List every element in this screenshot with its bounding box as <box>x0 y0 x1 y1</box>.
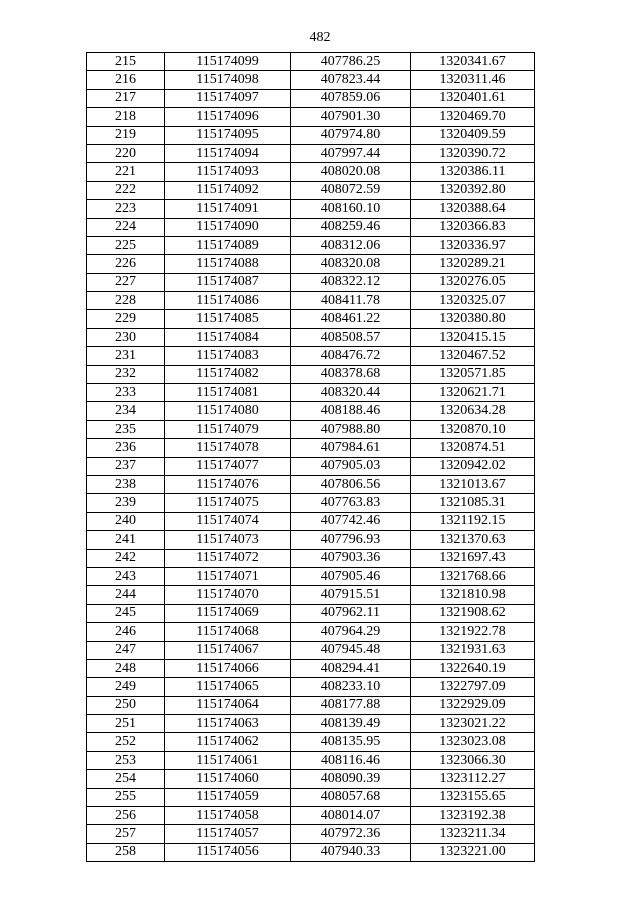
y-coordinate-cell: 1321931.63 <box>411 641 535 659</box>
x-coordinate-cell: 408135.95 <box>291 733 411 751</box>
x-coordinate-cell: 407742.46 <box>291 512 411 530</box>
table-row <box>87 715 535 733</box>
row-index-cell: 237 <box>87 457 165 475</box>
x-coordinate-cell: 407859.06 <box>291 89 411 107</box>
code-cell: 115174070 <box>165 586 291 604</box>
table-row <box>87 494 535 512</box>
y-coordinate-cell: 1320870.10 <box>411 420 535 438</box>
y-coordinate-cell: 1323211.34 <box>411 825 535 843</box>
x-coordinate-cell: 407962.11 <box>291 604 411 622</box>
y-coordinate-cell: 1320409.59 <box>411 126 535 144</box>
x-coordinate-cell: 408320.44 <box>291 384 411 402</box>
y-coordinate-cell: 1323021.22 <box>411 715 535 733</box>
code-cell: 115174064 <box>165 696 291 714</box>
y-coordinate-cell: 1320380.80 <box>411 310 535 328</box>
x-coordinate-cell: 408057.68 <box>291 788 411 806</box>
row-index-cell: 249 <box>87 678 165 696</box>
code-cell: 115174096 <box>165 108 291 126</box>
y-coordinate-cell: 1321085.31 <box>411 494 535 512</box>
row-index-cell: 218 <box>87 108 165 126</box>
table-row <box>87 108 535 126</box>
x-coordinate-cell: 407964.29 <box>291 623 411 641</box>
code-cell: 115174081 <box>165 384 291 402</box>
y-coordinate-cell: 1321810.98 <box>411 586 535 604</box>
row-index-cell: 222 <box>87 181 165 199</box>
code-cell: 115174074 <box>165 512 291 530</box>
table-row <box>87 678 535 696</box>
row-index-cell: 234 <box>87 402 165 420</box>
row-index-cell: 236 <box>87 439 165 457</box>
code-cell: 115174093 <box>165 163 291 181</box>
table-row <box>87 200 535 218</box>
row-index-cell: 248 <box>87 659 165 677</box>
code-cell: 115174066 <box>165 659 291 677</box>
code-cell: 115174083 <box>165 347 291 365</box>
table-row <box>87 89 535 107</box>
table-row <box>87 310 535 328</box>
table-row <box>87 641 535 659</box>
x-coordinate-cell: 408476.72 <box>291 347 411 365</box>
table-row <box>87 825 535 843</box>
table-row <box>87 512 535 530</box>
x-coordinate-cell: 407997.44 <box>291 144 411 162</box>
x-coordinate-cell: 407945.48 <box>291 641 411 659</box>
y-coordinate-cell: 1320942.02 <box>411 457 535 475</box>
row-index-cell: 245 <box>87 604 165 622</box>
y-coordinate-cell: 1320386.11 <box>411 163 535 181</box>
y-coordinate-cell: 1321013.67 <box>411 475 535 493</box>
table-row <box>87 365 535 383</box>
row-index-cell: 223 <box>87 200 165 218</box>
y-coordinate-cell: 1321697.43 <box>411 549 535 567</box>
code-cell: 115174099 <box>165 53 291 71</box>
code-cell: 115174094 <box>165 144 291 162</box>
y-coordinate-cell: 1321768.66 <box>411 567 535 585</box>
y-coordinate-cell: 1320390.72 <box>411 144 535 162</box>
y-coordinate-cell: 1323192.38 <box>411 807 535 825</box>
row-index-cell: 233 <box>87 384 165 402</box>
x-coordinate-cell: 407903.36 <box>291 549 411 567</box>
y-coordinate-cell: 1320621.71 <box>411 384 535 402</box>
row-index-cell: 250 <box>87 696 165 714</box>
row-index-cell: 224 <box>87 218 165 236</box>
code-cell: 115174082 <box>165 365 291 383</box>
x-coordinate-cell: 408233.10 <box>291 678 411 696</box>
y-coordinate-cell: 1320415.15 <box>411 328 535 346</box>
table-row <box>87 623 535 641</box>
table-row <box>87 439 535 457</box>
code-cell: 115174086 <box>165 292 291 310</box>
row-index-cell: 256 <box>87 807 165 825</box>
x-coordinate-cell: 408294.41 <box>291 659 411 677</box>
y-coordinate-cell: 1321908.62 <box>411 604 535 622</box>
row-index-cell: 228 <box>87 292 165 310</box>
x-coordinate-cell: 408072.59 <box>291 181 411 199</box>
y-coordinate-cell: 1322640.19 <box>411 659 535 677</box>
x-coordinate-cell: 408090.39 <box>291 770 411 788</box>
x-coordinate-cell: 407763.83 <box>291 494 411 512</box>
row-index-cell: 232 <box>87 365 165 383</box>
table-row <box>87 255 535 273</box>
page-number: 482 <box>309 30 331 45</box>
y-coordinate-cell: 1322797.09 <box>411 678 535 696</box>
x-coordinate-cell: 408139.49 <box>291 715 411 733</box>
x-coordinate-cell: 407905.03 <box>291 457 411 475</box>
code-cell: 115174072 <box>165 549 291 567</box>
y-coordinate-cell: 1320366.83 <box>411 218 535 236</box>
x-coordinate-cell: 407915.51 <box>291 586 411 604</box>
table-row <box>87 457 535 475</box>
x-coordinate-cell: 408014.07 <box>291 807 411 825</box>
y-coordinate-cell: 1323155.65 <box>411 788 535 806</box>
y-coordinate-cell: 1320634.28 <box>411 402 535 420</box>
x-coordinate-cell: 408378.68 <box>291 365 411 383</box>
table-row <box>87 236 535 254</box>
table-row <box>87 126 535 144</box>
row-index-cell: 240 <box>87 512 165 530</box>
table-row <box>87 788 535 806</box>
table-row <box>87 402 535 420</box>
row-index-cell: 252 <box>87 733 165 751</box>
code-cell: 115174091 <box>165 200 291 218</box>
table-row <box>87 549 535 567</box>
x-coordinate-cell: 407984.61 <box>291 439 411 457</box>
code-cell: 115174059 <box>165 788 291 806</box>
row-index-cell: 226 <box>87 255 165 273</box>
table-row <box>87 420 535 438</box>
table-row <box>87 659 535 677</box>
y-coordinate-cell: 1321370.63 <box>411 531 535 549</box>
x-coordinate-cell: 408259.46 <box>291 218 411 236</box>
x-coordinate-cell: 408411.78 <box>291 292 411 310</box>
code-cell: 115174068 <box>165 623 291 641</box>
row-index-cell: 221 <box>87 163 165 181</box>
row-index-cell: 227 <box>87 273 165 291</box>
table-row <box>87 144 535 162</box>
row-index-cell: 241 <box>87 531 165 549</box>
x-coordinate-cell: 407901.30 <box>291 108 411 126</box>
x-coordinate-cell: 408322.12 <box>291 273 411 291</box>
code-cell: 115174076 <box>165 475 291 493</box>
table-row <box>87 696 535 714</box>
y-coordinate-cell: 1320325.07 <box>411 292 535 310</box>
y-coordinate-cell: 1320336.97 <box>411 236 535 254</box>
x-coordinate-cell: 408188.46 <box>291 402 411 420</box>
code-cell: 115174069 <box>165 604 291 622</box>
y-coordinate-cell: 1320401.61 <box>411 89 535 107</box>
code-cell: 115174087 <box>165 273 291 291</box>
row-index-cell: 255 <box>87 788 165 806</box>
code-cell: 115174095 <box>165 126 291 144</box>
y-coordinate-cell: 1320276.05 <box>411 273 535 291</box>
row-index-cell: 242 <box>87 549 165 567</box>
x-coordinate-cell: 407796.93 <box>291 531 411 549</box>
table-row <box>87 218 535 236</box>
y-coordinate-cell: 1320388.64 <box>411 200 535 218</box>
row-index-cell: 247 <box>87 641 165 659</box>
row-index-cell: 225 <box>87 236 165 254</box>
y-coordinate-cell: 1321192.15 <box>411 512 535 530</box>
code-cell: 115174092 <box>165 181 291 199</box>
code-cell: 115174071 <box>165 567 291 585</box>
code-cell: 115174097 <box>165 89 291 107</box>
x-coordinate-cell: 408320.08 <box>291 255 411 273</box>
table-row <box>87 770 535 788</box>
row-index-cell: 244 <box>87 586 165 604</box>
x-coordinate-cell: 407988.80 <box>291 420 411 438</box>
table-row <box>87 292 535 310</box>
x-coordinate-cell: 407806.56 <box>291 475 411 493</box>
code-cell: 115174063 <box>165 715 291 733</box>
y-coordinate-cell: 1321922.78 <box>411 623 535 641</box>
code-cell: 115174084 <box>165 328 291 346</box>
table-row <box>87 531 535 549</box>
x-coordinate-cell: 408177.88 <box>291 696 411 714</box>
row-index-cell: 230 <box>87 328 165 346</box>
code-cell: 115174065 <box>165 678 291 696</box>
row-index-cell: 219 <box>87 126 165 144</box>
table-row <box>87 163 535 181</box>
code-cell: 115174073 <box>165 531 291 549</box>
y-coordinate-cell: 1320571.85 <box>411 365 535 383</box>
code-cell: 115174067 <box>165 641 291 659</box>
table-row <box>87 586 535 604</box>
x-coordinate-cell: 408508.57 <box>291 328 411 346</box>
coordinates-table-body <box>87 53 535 862</box>
y-coordinate-cell: 1320289.21 <box>411 255 535 273</box>
code-cell: 115174060 <box>165 770 291 788</box>
row-index-cell: 258 <box>87 843 165 861</box>
code-cell: 115174075 <box>165 494 291 512</box>
code-cell: 115174078 <box>165 439 291 457</box>
row-index-cell: 254 <box>87 770 165 788</box>
code-cell: 115174080 <box>165 402 291 420</box>
code-cell: 115174090 <box>165 218 291 236</box>
code-cell: 115174085 <box>165 310 291 328</box>
code-cell: 115174056 <box>165 843 291 861</box>
y-coordinate-cell: 1323023.08 <box>411 733 535 751</box>
code-cell: 115174088 <box>165 255 291 273</box>
table-row <box>87 733 535 751</box>
y-coordinate-cell: 1322929.09 <box>411 696 535 714</box>
table-row <box>87 71 535 89</box>
y-coordinate-cell: 1323112.27 <box>411 770 535 788</box>
y-coordinate-cell: 1323221.00 <box>411 843 535 861</box>
row-index-cell: 238 <box>87 475 165 493</box>
x-coordinate-cell: 408020.08 <box>291 163 411 181</box>
code-cell: 115174057 <box>165 825 291 843</box>
code-cell: 115174098 <box>165 71 291 89</box>
table-row <box>87 807 535 825</box>
row-index-cell: 243 <box>87 567 165 585</box>
table-row <box>87 347 535 365</box>
x-coordinate-cell: 407823.44 <box>291 71 411 89</box>
row-index-cell: 235 <box>87 420 165 438</box>
code-cell: 115174058 <box>165 807 291 825</box>
row-index-cell: 253 <box>87 751 165 769</box>
code-cell: 115174077 <box>165 457 291 475</box>
table-row <box>87 384 535 402</box>
x-coordinate-cell: 407905.46 <box>291 567 411 585</box>
table-row <box>87 604 535 622</box>
table-row <box>87 843 535 861</box>
y-coordinate-cell: 1320469.70 <box>411 108 535 126</box>
table-row <box>87 751 535 769</box>
row-index-cell: 251 <box>87 715 165 733</box>
coordinates-table <box>86 52 535 862</box>
y-coordinate-cell: 1320311.46 <box>411 71 535 89</box>
x-coordinate-cell: 407940.33 <box>291 843 411 861</box>
y-coordinate-cell: 1320467.52 <box>411 347 535 365</box>
row-index-cell: 231 <box>87 347 165 365</box>
table-row <box>87 328 535 346</box>
row-index-cell: 215 <box>87 53 165 71</box>
row-index-cell: 217 <box>87 89 165 107</box>
row-index-cell: 257 <box>87 825 165 843</box>
row-index-cell: 246 <box>87 623 165 641</box>
code-cell: 115174079 <box>165 420 291 438</box>
y-coordinate-cell: 1320341.67 <box>411 53 535 71</box>
y-coordinate-cell: 1323066.30 <box>411 751 535 769</box>
table-row <box>87 273 535 291</box>
table-row <box>87 475 535 493</box>
row-index-cell: 216 <box>87 71 165 89</box>
table-row <box>87 53 535 71</box>
x-coordinate-cell: 408116.46 <box>291 751 411 769</box>
x-coordinate-cell: 407786.25 <box>291 53 411 71</box>
code-cell: 115174061 <box>165 751 291 769</box>
y-coordinate-cell: 1320874.51 <box>411 439 535 457</box>
code-cell: 115174062 <box>165 733 291 751</box>
x-coordinate-cell: 407972.36 <box>291 825 411 843</box>
table-row <box>87 181 535 199</box>
x-coordinate-cell: 408160.10 <box>291 200 411 218</box>
x-coordinate-cell: 408461.22 <box>291 310 411 328</box>
y-coordinate-cell: 1320392.80 <box>411 181 535 199</box>
row-index-cell: 229 <box>87 310 165 328</box>
row-index-cell: 220 <box>87 144 165 162</box>
x-coordinate-cell: 407974.80 <box>291 126 411 144</box>
table-row <box>87 567 535 585</box>
row-index-cell: 239 <box>87 494 165 512</box>
x-coordinate-cell: 408312.06 <box>291 236 411 254</box>
code-cell: 115174089 <box>165 236 291 254</box>
